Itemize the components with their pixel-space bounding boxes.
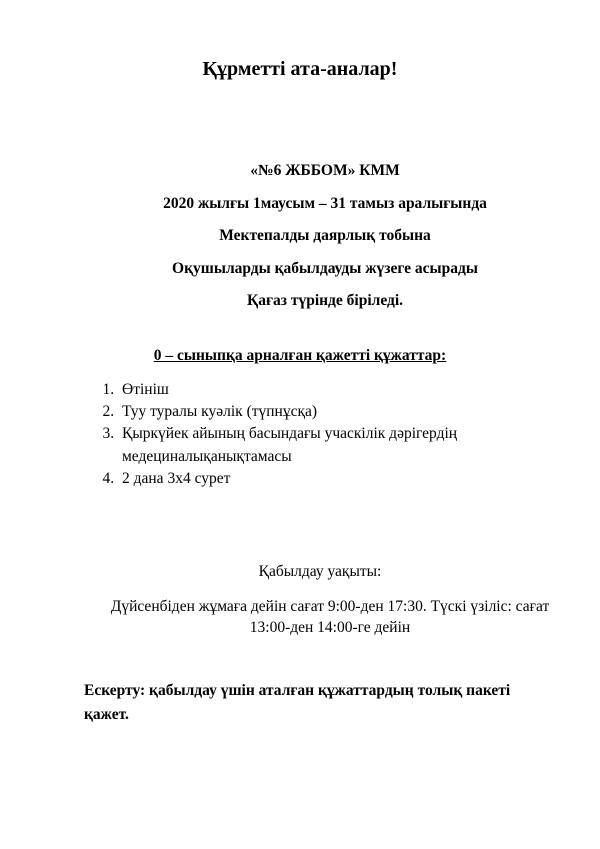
page-title: Құрметті ата-аналар! — [202, 58, 398, 80]
reception-hours-title: Қабылдау уақыты: — [258, 563, 382, 580]
announcement-line-admission: Оқушыларды қабылдауды жүзеге асырады — [172, 259, 478, 277]
announcement-line-group: Мектепалды даярлық тобына — [219, 227, 431, 244]
announcement-block — [60, 161, 590, 324]
documents-heading: 0 – сыныпқа арналған қажетті құжаттар: — [153, 347, 447, 364]
list-item: 2. Туу туралы куәлік (түпнұсқа) — [118, 401, 578, 423]
announcement-line-dates: 2020 жылғы 1маусым – 31 тамыз аралығында — [163, 194, 487, 212]
list-item: 4. 2 дана 3х4 сурет — [118, 468, 578, 490]
announcement-line-format: Қағаз түрінде біріледі. — [246, 292, 404, 309]
list-item: 1. Өтініш — [118, 379, 578, 401]
documents-list — [104, 379, 578, 490]
reception-hours-text: Дүйсенбіден жұмаға дейін сағат 9:00-ден 17:30. Түскі үзіліс: сағат 13:00-ден 14:00-ге дейін — [110, 598, 550, 636]
note-text: Ескерту: қабылдау үшін аталған құжаттардың толық пакеті қажет. — [84, 682, 511, 723]
list-item: 3. Қыркүйек айының басындағы учаскілік дәрігердің медециналықанықтамасы — [118, 423, 578, 468]
announcement-line-school: «№6 ЖББОМ» КММ — [250, 162, 400, 179]
